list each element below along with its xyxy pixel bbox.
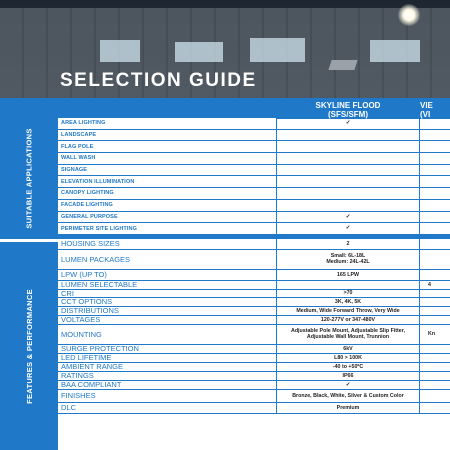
row-value: Bronze, Black, White, Silver & Custom Color [276, 390, 420, 402]
row-value-next [420, 403, 450, 413]
column-header-blank [58, 101, 276, 118]
row-value-next [420, 372, 450, 380]
row-label: FLAG POLE [61, 143, 94, 150]
hero-photo [0, 0, 450, 100]
row-value [276, 141, 420, 152]
row-label: BAA COMPLIANT [61, 380, 122, 390]
row-label: RATINGS [61, 371, 94, 381]
row-value [276, 130, 420, 141]
row-label: AREA LIGHTING [61, 120, 106, 127]
row-label: LPW (UP TO) [61, 270, 107, 280]
row-value: Medium, Wide Forward Throw, Very Wide [276, 307, 420, 315]
selection-table [58, 118, 450, 414]
row-label: LUMEN SELECTABLE [61, 280, 138, 290]
row-value [276, 153, 420, 164]
row-value: L80 > 100K [276, 354, 420, 362]
row-label: AMBIENT RANGE [61, 362, 123, 372]
table-row [58, 270, 450, 281]
row-value-next [420, 165, 450, 176]
row-value-next [420, 390, 450, 402]
row-value-next [420, 223, 450, 234]
row-label: DLC [61, 403, 77, 413]
row-value: -40 to +50ºC [276, 363, 420, 371]
building-window [100, 40, 140, 62]
light-glow-icon [398, 4, 420, 26]
column-header-skyline: SKYLINE FLOOD (SFS/SFM) [276, 101, 420, 119]
row-value [276, 188, 420, 199]
table-row [58, 381, 450, 390]
row-value: >70 [276, 290, 420, 297]
row-label: LED LIFETIME [61, 353, 112, 363]
table-row [58, 250, 450, 270]
row-value-next [420, 176, 450, 187]
table-row [58, 153, 450, 165]
row-label: LUMEN PACKAGES [61, 254, 131, 264]
row-label: FINISHES [61, 391, 96, 401]
table-row [58, 307, 450, 316]
section-label-features: FEATURES & PERFORMANCE [24, 289, 34, 404]
row-value-next: 4 [428, 281, 431, 288]
row-label: CANOPY LIGHTING [61, 190, 114, 197]
table-row [58, 390, 450, 403]
row-label: CCT OPTIONS [61, 297, 113, 307]
table-row [58, 165, 450, 177]
row-value [276, 176, 420, 187]
row-value-next [420, 141, 450, 152]
column-header-vie: VIE (VI [420, 101, 450, 119]
row-value [276, 200, 420, 211]
table-row [58, 325, 450, 345]
row-value-next [420, 354, 450, 362]
row-value-next [420, 316, 450, 324]
section-label-applications: SUITABLE APPLICATIONS [24, 128, 34, 229]
table-row [58, 316, 450, 325]
row-value: IP66 [276, 372, 420, 380]
row-value-next [420, 250, 450, 269]
building-window [175, 42, 223, 62]
row-value: ✓ [276, 381, 420, 389]
row-value: ✓ [276, 212, 420, 223]
row-label: ELEVATION ILLUMINATION [61, 178, 135, 185]
row-value: ✓ [276, 223, 420, 234]
row-value: 165 LPW [276, 270, 420, 280]
table-row [58, 188, 450, 200]
building-window [370, 40, 420, 62]
row-value: 120-277V or 347-480V [276, 316, 420, 324]
table-row [58, 130, 450, 142]
table-row [58, 176, 450, 188]
row-label: LANDSCAPE [61, 132, 97, 139]
row-value-next [420, 212, 450, 223]
section-divider [0, 239, 58, 242]
row-value-next [420, 200, 450, 211]
building-window [250, 38, 305, 62]
row-label: WALL WASH [61, 155, 96, 162]
row-value: Adjustable Pole Mount, Adjustable Slip Fitter, Adjustable Wall Mount, Trunnion [276, 325, 420, 344]
table-row [58, 363, 450, 372]
row-value-next [420, 130, 450, 141]
row-value-next [420, 363, 450, 371]
row-value-next [420, 290, 450, 297]
row-value-next [420, 188, 450, 199]
row-label: HOUSING SIZES [61, 239, 120, 249]
table-row [58, 200, 450, 212]
row-label: DISTRIBUTIONS [61, 306, 119, 316]
row-value: 2 [276, 239, 420, 249]
row-label: SURGE PROTECTION [61, 344, 139, 354]
row-value-next [420, 298, 450, 306]
table-row [58, 281, 450, 290]
row-value-next [420, 118, 450, 129]
table-row [58, 118, 450, 130]
table-row [58, 223, 450, 235]
table-row [58, 141, 450, 153]
row-label: MOUNTING [61, 329, 102, 339]
row-label: FACADE LIGHTING [61, 202, 113, 209]
table-row [58, 239, 450, 250]
table-row [58, 345, 450, 354]
row-value-next: Kn [428, 331, 436, 338]
row-label: SIGNAGE [61, 167, 88, 174]
row-value: 6kV [276, 345, 420, 353]
row-value-next [420, 270, 450, 280]
row-value: Small: 6L-18L Medium: 24L-42L [276, 250, 420, 269]
table-row [58, 212, 450, 224]
table-row [58, 290, 450, 298]
row-label: CRI [61, 288, 74, 298]
row-value [276, 281, 420, 289]
row-value: 3K, 4K, 5K [276, 298, 420, 306]
table-row [58, 403, 450, 414]
row-label: VOLTAGES [61, 315, 101, 325]
row-label: PERIMETER SITE LIGHTING [61, 225, 137, 232]
row-value: ✓ [276, 118, 420, 129]
row-value-next [420, 381, 450, 389]
row-value-next [420, 239, 450, 249]
row-value-next [420, 307, 450, 315]
row-value: Premium [276, 403, 420, 413]
row-value-next [420, 345, 450, 353]
page-title: SELECTION GUIDE [60, 70, 257, 91]
row-value-next [420, 153, 450, 164]
row-value [276, 165, 420, 176]
flood-fixture-icon [328, 60, 357, 70]
row-label: GENERAL PURPOSE [61, 213, 118, 220]
